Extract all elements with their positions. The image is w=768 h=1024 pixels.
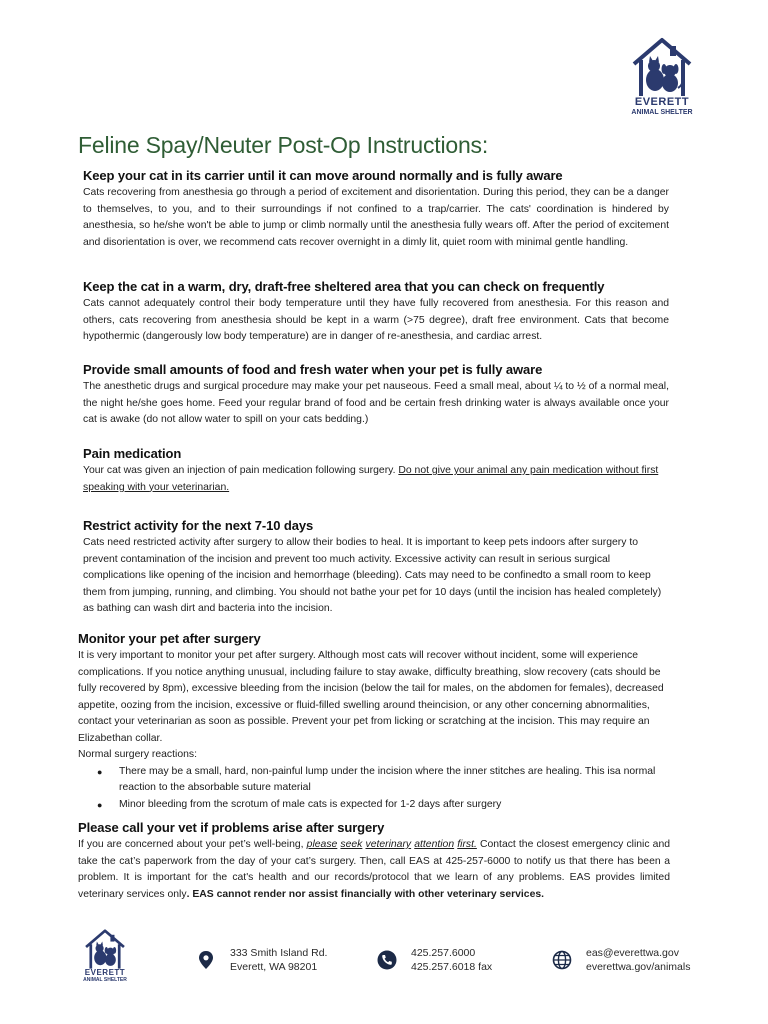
emphasis-text: please — [306, 839, 338, 850]
section-body: Cats cannot adequately control their body temperature until they have fully recovered from anesthesia. For this reason and others, cats recovering from anesthesia should be kept in a warm (>75 degree), draft free environment. Cats that become hypothermic (dangerously low body temperature) are in danger of re-anesthesia, and cardiac arrest. — [83, 298, 669, 342]
section-heading: Keep your cat in its carrier until it can move around normally and is fully aware — [83, 168, 563, 183]
shelter-logo — [626, 36, 698, 116]
section-heading: Restrict activity for the next 7-10 days — [83, 518, 314, 533]
list-item-text: There may be a small, hard, non-painful lump under the incision where the inner stitches are healing. This isa normal reaction to the absorbable suture material — [119, 765, 656, 793]
section-body: Cats need restricted activity after surgery to allow their bodies to heal. It is important to keep pets indoors after surgery to prevent contamination of the incision and prevent too much activity. Excessive activity can result in serious surgical complications like opening of the incision and hemorrhage (bleeding). Cats may need to be confinedto a small room to keep them from jumping, running, and climbing. You should not bathe your pet for 10 days (until the incision has healed completely) as bathing can wash dirt and bacteria into the incision. — [83, 537, 662, 614]
shelter-house-icon — [82, 928, 128, 970]
call-body-text: If you are concerned about your pet’s well-being, — [78, 839, 307, 850]
section-food-water — [83, 362, 669, 429]
section-body: The anesthetic drugs and surgical procedure may make your pet nauseous. Feed a small meal, about ¼ to ½ of a normal meal, the night he/she goes home. Feed your regular brand of food and be certain fresh drinking water is always available once your cat is awake (do not allow water to spill on your cats bedding.) — [83, 381, 669, 425]
section-heading: Please call your vet if problems arise after surgery — [78, 820, 385, 835]
footer-phone — [377, 946, 492, 974]
list-item — [97, 764, 672, 797]
section-call-vet — [78, 820, 670, 903]
section-body — [83, 463, 669, 496]
section-heading: Monitor your pet after surgery — [78, 631, 261, 646]
location-pin-icon — [196, 950, 216, 970]
shelter-logo-footer — [80, 928, 130, 983]
email-link[interactable]: eas@everettwa.gov — [586, 947, 679, 959]
emphasis-text: attention — [414, 839, 455, 850]
section-heading: Keep the cat in a warm, dry, draft-free sheltered area that you can check on frequently — [83, 279, 605, 294]
pain-warning-underlined: Do not give your animal any pain medication without first speaking with your veterinarian. — [83, 465, 659, 493]
section-pain-medication — [83, 446, 669, 496]
emphasis-text: first. — [457, 839, 477, 850]
section-heading: Pain medication — [83, 446, 182, 461]
call-body-text: Contact the closest emergency clinic and take the cat’s paperwork from the day of your cat’s surgery. Then, call EAS at 425-257-6000 to notify us that there has been a problem. It is important for the cat's health and our records/protocol that we learn of any problems. EAS provides limited veterinary services only — [78, 839, 671, 900]
footer-web — [552, 946, 690, 974]
logo-name: EVERETT — [84, 968, 126, 977]
section-body — [78, 837, 670, 903]
list-item-text: Minor bleeding from the scrotum of male cats is expected for 1-2 days after surgery — [119, 798, 502, 810]
page-title: Feline Spay/Neuter Post-Op Instructions: — [78, 132, 489, 158]
section-body: Cats recovering from anesthesia go through a period of excitement and disorientation. During this period, they can be a danger to themselves, to you, and to their surroundings if not confined to a trap/carrier. The cats' coordination is hindered by anesthesia, so he/she won't be able to jump or climb normally until the anesthesia fully wears off. After the period of excitement and disorientation is over, we recommend cats recover overnight in a dimly lit, quiet room with minimal gentle handling. — [83, 187, 669, 248]
bullet-icon: ● — [97, 766, 103, 777]
emphasis-text: veterinary — [365, 839, 412, 850]
globe-icon — [552, 950, 572, 970]
phone-number[interactable]: 425.257.6000 — [411, 947, 476, 959]
normal-reactions-list — [78, 764, 672, 814]
phone-icon — [377, 950, 397, 970]
website-link[interactable]: everettwa.gov/animals — [586, 961, 691, 973]
logo-name: EVERETT — [634, 96, 690, 108]
bullet-icon: ● — [97, 799, 103, 810]
emphasis-text: seek — [340, 839, 363, 850]
logo-subtitle: ANIMAL SHELTER — [83, 977, 127, 983]
financial-disclaimer: . EAS cannot render nor assist financially with other veterinary services. — [186, 888, 545, 900]
address-line-2: Everett, WA 98201 — [230, 961, 318, 973]
shelter-house-icon — [628, 36, 696, 98]
list-item — [97, 797, 672, 814]
footer-address — [196, 946, 327, 974]
normal-reactions-label: Normal surgery reactions: — [78, 749, 197, 760]
section-warm-area — [83, 279, 669, 346]
logo-subtitle: ANIMAL SHELTER — [631, 109, 693, 116]
section-heading: Provide small amounts of food and fresh water when your pet is fully aware — [83, 362, 543, 377]
section-restrict-activity — [83, 518, 669, 618]
section-body: It is very important to monitor your pet after surgery. Although most cats will recover without incident, some will experience complications. If you notice anything unusual, including failure to stay awake, difficulty breathing, slow recovery (cats should be fully recovered by 8pm), excessive bleeding from the incision (below the tail for males, on the abdomen for females), decreased appetite, oozing from the incision, excessive or fluid-filled swelling around theincision, or any other concerning abnormalities, contact your veterinarian as soon as possible. Prevent your pet from licking or scratching at the incision. This may require an Elizabethan collar. — [78, 650, 664, 744]
section-carrier — [83, 168, 669, 251]
section-monitor — [78, 631, 672, 813]
pain-body-text: Your cat was given an injection of pain medication following surgery. — [83, 465, 399, 476]
address-line-1: 333 Smith Island Rd. — [230, 947, 328, 959]
fax-number: 425.257.6018 fax — [411, 961, 493, 973]
